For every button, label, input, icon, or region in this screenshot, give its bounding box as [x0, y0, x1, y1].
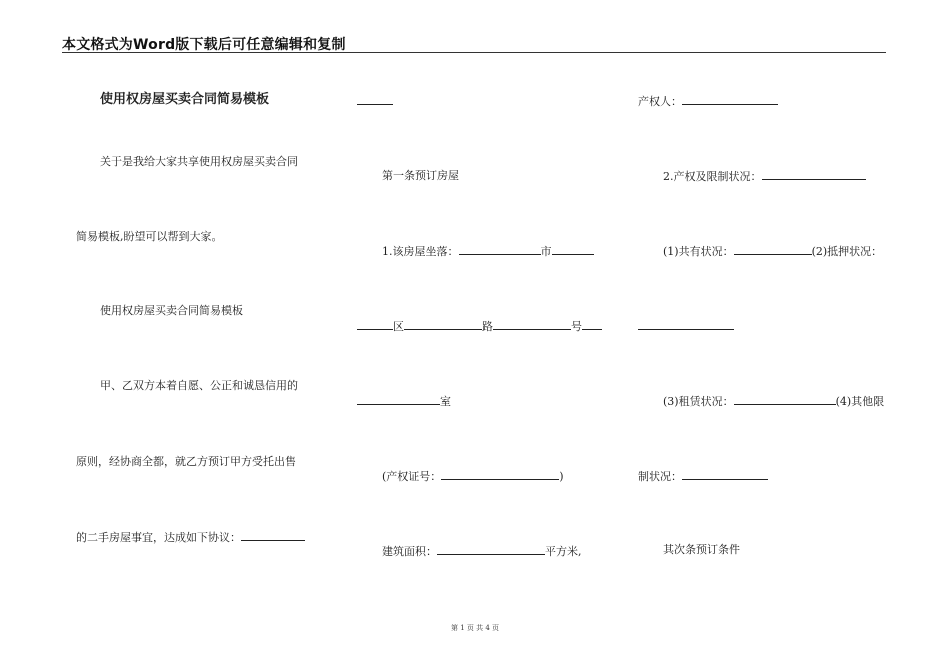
- owner-line: [638, 93, 778, 109]
- location-label: 1.该房屋坐落：: [382, 245, 459, 258]
- lease-line: [663, 393, 884, 409]
- certificate-close: ): [559, 470, 564, 483]
- joint-blank: [734, 243, 812, 255]
- area-unit: 平方米,: [545, 545, 582, 558]
- certificate-blank: [441, 468, 559, 480]
- header-divider: [62, 52, 886, 53]
- property-location-line: [382, 243, 594, 259]
- area-label: 建筑面积：: [382, 545, 437, 558]
- floor-area-line: [382, 543, 582, 559]
- mortgage-continuation-blank: [638, 318, 734, 334]
- number-blank: [493, 318, 571, 330]
- lease-blank: [734, 393, 836, 405]
- subtitle-line: 使用权房屋买卖合同简易模板: [100, 304, 243, 317]
- number-label: 号: [571, 320, 582, 333]
- other-label: (4)其他限: [835, 395, 885, 408]
- other-label-2: 制状况：: [638, 470, 682, 483]
- joint-mortgage-line: [663, 243, 882, 259]
- agreement-blank: [241, 529, 305, 541]
- joint-label: (1)共有状况：: [663, 245, 734, 258]
- intro-paragraph-line-1: 关于是我给大家共享使用权房屋买卖合同: [100, 155, 298, 168]
- room-label: 室: [440, 395, 451, 408]
- agreement-paragraph-line-2: 原则，经协商全都，就乙方预订甲方受托出售: [76, 455, 296, 468]
- other-blank: [682, 468, 768, 480]
- mortgage-label: (2)抵押状况：: [811, 245, 883, 258]
- rights-blank: [762, 168, 866, 180]
- room-line: [357, 393, 451, 409]
- article-2-heading: 其次条预订条件: [663, 543, 740, 556]
- rights-status-line: [663, 168, 866, 184]
- city-label: 市: [540, 245, 552, 258]
- lease-label: (3)租赁状况：: [663, 395, 734, 408]
- owner-blank: [682, 93, 778, 105]
- certificate-line: [382, 468, 564, 484]
- road-blank: [404, 318, 482, 330]
- document-header-title: 本文格式为Word版下载后可任意编辑和复制: [62, 37, 346, 53]
- owner-label: 产权人：: [638, 95, 682, 108]
- continuation-blank: [357, 93, 393, 109]
- rights-label: 2.产权及限制状况：: [663, 170, 762, 183]
- contract-title: 使用权房屋买卖合同简易模板: [100, 92, 270, 107]
- article-1-heading: 第一条预订房屋: [382, 169, 459, 182]
- district-label: 区: [393, 320, 404, 333]
- road-label: 路: [482, 320, 493, 333]
- intro-paragraph-line-2: 简易模板,盼望可以帮到大家。: [76, 230, 223, 243]
- address-detail-line: [357, 318, 602, 334]
- area-blank: [437, 543, 545, 555]
- number-trailing-blank: [582, 318, 602, 330]
- agreement-paragraph-line-1: 甲、乙双方本着自愿、公正和诚恳信用的: [100, 379, 298, 392]
- other-restrictions-line: [638, 468, 768, 484]
- page-footer: 第 1 页 共 4 页: [450, 624, 500, 632]
- city-trailing-blank: [552, 243, 594, 255]
- agreement-paragraph-line-3: [76, 529, 305, 545]
- agreement-line-3-text: 的二手房屋事宜，达成如下协议：: [76, 531, 241, 544]
- district-blank: [357, 318, 393, 330]
- city-blank: [459, 243, 541, 255]
- certificate-label: (产权证号：: [382, 470, 442, 483]
- room-blank: [357, 393, 440, 405]
